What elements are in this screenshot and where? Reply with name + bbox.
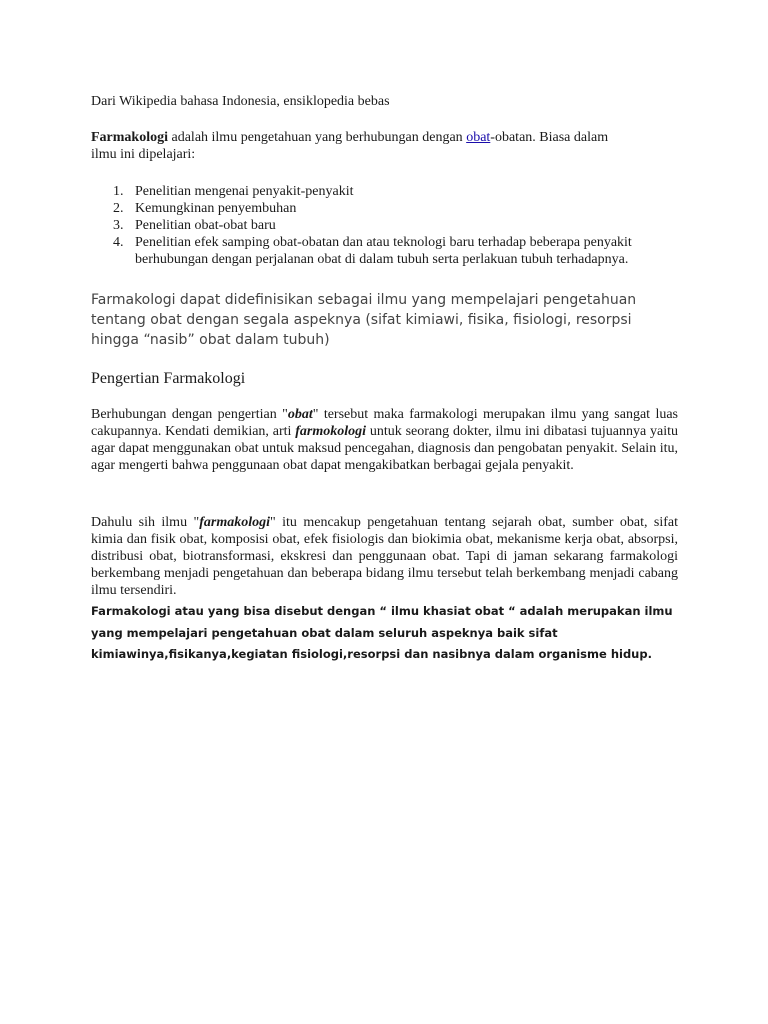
list-text: Kemungkinan penyembuhan [135, 201, 297, 216]
intro-term: Farmakologi [91, 130, 168, 145]
intro-text: adalah ilmu pengetahuan yang berhubungan dengan [168, 130, 467, 145]
source-line: Dari Wikipedia bahasa Indonesia, ensiklopedia bebas [91, 94, 390, 109]
para-text: " itu mencakup pengetahuan tentang sejarah obat, sumber obat, sifat kimia dan fisik obat, komposisi obat, efek fisiologis dan biokimia obat, mekanisme kerja obat, absorpsi, distribusi obat, biotransformasi, ekskresi dan penggunaan obat. Tapi di jaman sekarang farmakologi berkembang menjadi pengetahuan dan beberapa bidang ilmu tersebut telah berkembang menjadi cabang ilmu tersendiri. [91, 515, 678, 598]
list-item [91, 183, 691, 200]
study-list [91, 183, 691, 268]
para-text: untuk seorang dokter, ilmu ini dibatasi tujuannya yaitu agar dapat menggunakan obat untuk maksud pencegahan, diagnosis dan pengobatan penyakit. Selain itu, agar mengerti bahwa penggunaan obat dapat mengakibatkan berbagai gejala penyakit. [91, 424, 678, 473]
intro-paragraph [91, 129, 671, 163]
para-text: Dahulu sih ilmu " [91, 515, 200, 530]
bold-definition-note: Farmakologi atau yang bisa disebut dengan “ ilmu khasiat obat “ adalah merupakan ilmu yang mempelajari pengetahuan obat dalam seluruh aspeknya baik sifat kimiawinya,fisikanya,kegiatan fisiologi,resorpsi dan nasibnya dalam organisme hidup. [91, 604, 673, 661]
list-text: Penelitian efek samping obat-obatan dan atau teknologi baru terhadap beberapa penyakit [135, 235, 632, 250]
emphasis-farmokologi: farmokologi [295, 424, 367, 439]
definition-blurb: Farmakologi dapat didefinisikan sebagai ilmu yang mempelajari pengetahuan tentang obat dengan segala aspeknya (sifat kimiawi, fisika, fisiologi, resorpsi hingga “nasib” obat dalam tubuh) [91, 292, 637, 348]
list-number: 2. [113, 201, 124, 216]
intro-text-after: -obatan. Biasa dalam [490, 130, 609, 145]
para-text: " tersebut maka farmakologi merupakan ilmu yang sangat luas cakupannya. Kendati demikian, arti [91, 407, 678, 439]
list-item [91, 217, 691, 234]
list-text: Penelitian mengenai penyakit-penyakit [135, 184, 354, 199]
para-text: Berhubungan dengan pengertian " [91, 407, 288, 422]
obat-link[interactable]: obat [466, 130, 491, 145]
list-item [91, 200, 691, 217]
section-heading: Pengertian Farmakologi [91, 370, 246, 387]
list-number: 3. [113, 218, 124, 233]
list-number: 1. [113, 184, 124, 199]
intro-line2: ilmu ini dipelajari: [91, 147, 196, 162]
list-text: Penelitian obat-obat baru [135, 218, 276, 233]
list-number: 4. [113, 235, 124, 250]
emphasis-obat: obat [287, 407, 313, 422]
paragraph-dahulu [91, 514, 678, 599]
list-item [91, 234, 691, 268]
list-text-continued: berhubungan dengan perjalanan obat di dalam tubuh serta perlakuan tubuh terhadapnya. [135, 252, 629, 267]
paragraph-pengertian [91, 406, 678, 474]
emphasis-farmakologi: farmakologi [199, 515, 270, 530]
